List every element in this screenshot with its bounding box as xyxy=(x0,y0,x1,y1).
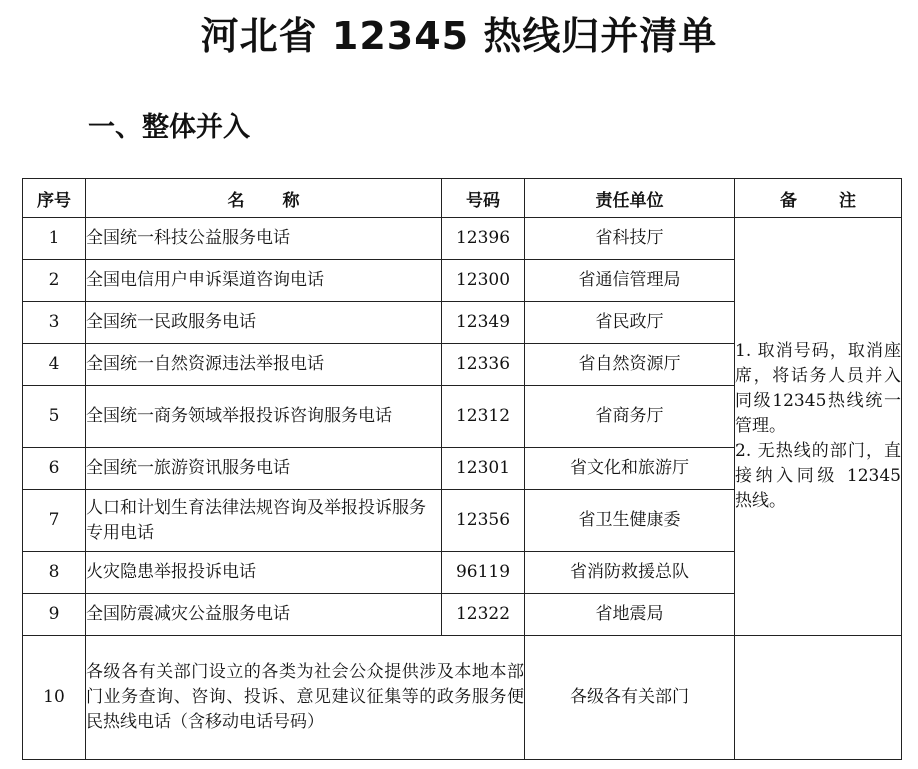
table-row xyxy=(23,218,902,260)
note-line-2: 2. 无热线的部门，直接纳入同级 12345 热线。 xyxy=(735,441,901,511)
row-number: 12300 xyxy=(442,260,525,302)
row-name: 火灾隐患举报投诉电话 xyxy=(86,552,442,594)
header-name: 名称 xyxy=(86,179,442,218)
row-no: 5 xyxy=(23,386,86,448)
row-name: 全国电信用户申诉渠道咨询电话 xyxy=(86,260,442,302)
row-no: 6 xyxy=(23,448,86,490)
row-unit: 各级各有关部门 xyxy=(525,636,735,760)
row-name: 全国统一商务领域举报投诉咨询服务电话 xyxy=(86,386,442,448)
row-unit: 省消防救援总队 xyxy=(525,552,735,594)
header-note: 备注 xyxy=(735,179,902,218)
table-header-row xyxy=(23,179,902,218)
row-number: 12301 xyxy=(442,448,525,490)
note-cell xyxy=(735,218,902,636)
row-name: 全国防震减灾公益服务电话 xyxy=(86,594,442,636)
row-number: 12312 xyxy=(442,386,525,448)
section-heading: 一、整体并入 xyxy=(88,112,250,143)
row-number: 12322 xyxy=(442,594,525,636)
row-no: 3 xyxy=(23,302,86,344)
row-unit: 省卫生健康委 xyxy=(525,490,735,552)
header-number: 号码 xyxy=(442,179,525,218)
header-no: 序号 xyxy=(23,179,86,218)
row-no: 1 xyxy=(23,218,86,260)
row-unit: 省文化和旅游厅 xyxy=(525,448,735,490)
row-no: 10 xyxy=(23,636,86,760)
row-no: 7 xyxy=(23,490,86,552)
row-no: 8 xyxy=(23,552,86,594)
row-number: 12356 xyxy=(442,490,525,552)
page-title: 河北省 12345 热线归并清单 xyxy=(200,14,718,58)
row-name: 全国统一科技公益服务电话 xyxy=(86,218,442,260)
row-unit: 省商务厅 xyxy=(525,386,735,448)
row-number: 12396 xyxy=(442,218,525,260)
row-unit: 省通信管理局 xyxy=(525,260,735,302)
row-name: 全国统一民政服务电话 xyxy=(86,302,442,344)
row-number: 96119 xyxy=(442,552,525,594)
row-name: 全国统一旅游资讯服务电话 xyxy=(86,448,442,490)
row-unit: 省科技厅 xyxy=(525,218,735,260)
row-number: 12349 xyxy=(442,302,525,344)
row-number: 12336 xyxy=(442,344,525,386)
row-unit: 省自然资源厅 xyxy=(525,344,735,386)
row-no: 9 xyxy=(23,594,86,636)
header-unit: 责任单位 xyxy=(525,179,735,218)
row-no: 2 xyxy=(23,260,86,302)
hotline-table xyxy=(22,178,902,760)
row-no: 4 xyxy=(23,344,86,386)
row-name: 各级各有关部门设立的各类为社会公众提供涉及本地本部门业务查询、咨询、投诉、意见建议征集等的政务服务便民热线电话（含移动电话号码） xyxy=(86,636,525,760)
note-line-1: 1. 取消号码，取消座席，将话务人员并入同级12345热线统一管理。 xyxy=(735,341,901,436)
table-row xyxy=(23,636,902,760)
row-name: 人口和计划生育法律法规咨询及举报投诉服务专用电话 xyxy=(86,490,442,552)
row-name: 全国统一自然资源违法举报电话 xyxy=(86,344,442,386)
row-unit: 省地震局 xyxy=(525,594,735,636)
note-cell-empty xyxy=(735,636,902,760)
row-unit: 省民政厅 xyxy=(525,302,735,344)
